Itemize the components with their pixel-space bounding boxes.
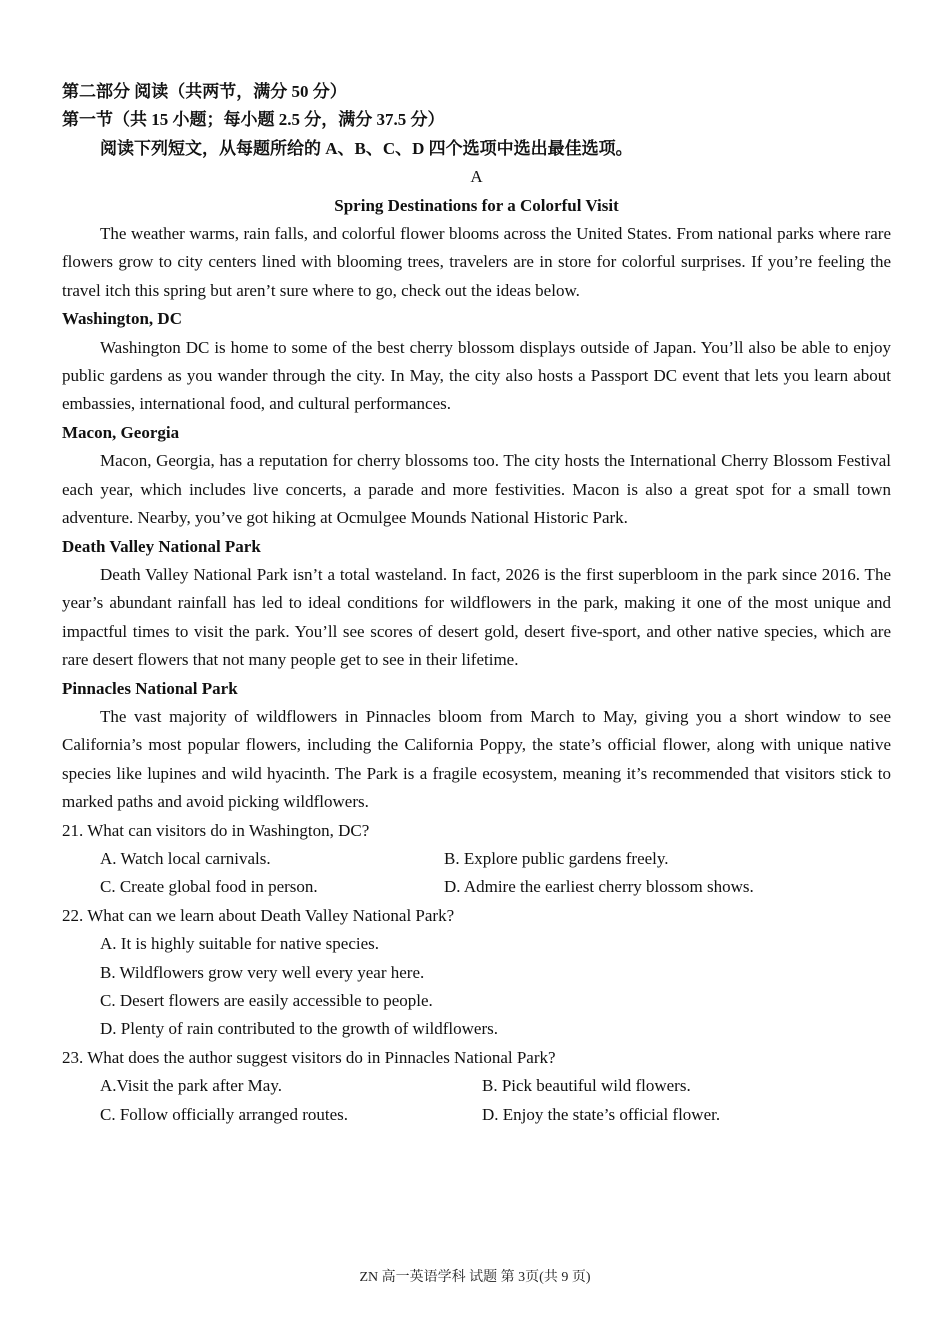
page-footer: ZN 高一英语学科 试题 第 3页(共 9 页): [359, 1270, 591, 1285]
passage-intro: The weather warms, rain falls, and colorful flower blooms across the United States. From national parks where rare flowers grow to city centers lined with blooming trees, travelers are in store for colorful surprises. If you’re feeling the travel itch this spring but aren’t sure where to go, check out the ideas below.: [62, 224, 891, 300]
question-23-option-b[interactable]: B. Pick beautiful wild flowers.: [482, 1076, 691, 1096]
exam-page: [62, 78, 891, 1129]
section-heading-pinnacles: Pinnacles National Park: [62, 678, 238, 698]
question-23-stem: 23. What does the author suggest visitors do in Pinnacles National Park?: [62, 1047, 556, 1067]
section-text-washington: Washington DC is home to some of the best cherry blossom displays outside of Japan. You’ll also be able to enjoy public gardens as you wander through the city. In May, the city also hosts a Passport DC event that lets you learn about embassies, international food, and cultural performances.: [62, 337, 891, 414]
section-text-pinnacles: The vast majority of wildflowers in Pinnacles bloom from March to May, giving you a short window to see California’s most popular flowers, including the California Poppy, the state’s official flower, along with unique native species like lupines and wild hyacinth. The Park is a fragile ecosystem, meaning it’s recommended that visitors stick to marked paths and avoid picking wildflowers.: [62, 706, 891, 812]
section-heading-macon: Macon, Georgia: [62, 422, 180, 442]
question-22-option-c[interactable]: C. Desert flowers are easily accessible to people.: [100, 991, 433, 1010]
question-23-option-a[interactable]: A.Visit the park after May.: [100, 1076, 282, 1096]
question-23-options: [62, 1072, 891, 1129]
question-21-option-a[interactable]: A. Watch local carnivals.: [100, 848, 271, 868]
question-23-option-d[interactable]: D. Enjoy the state’s official flower.: [482, 1104, 721, 1124]
question-22-options: [62, 930, 891, 1044]
section-text-macon: Macon, Georgia, has a reputation for cherry blossoms too. The city hosts the International Cherry Blossom Festival each year, which includes live concerts, a parade and more festivities. Macon is also a great spot for a small town adventure. Nearby, you’ve got hiking at Ocmulgee Mounds National Historic Park.: [62, 451, 891, 528]
question-22-option-a[interactable]: A. It is highly suitable for native species.: [100, 934, 380, 954]
question-21-option-d[interactable]: D. Admire the earliest cherry blossom shows.: [444, 877, 754, 897]
question-23-option-c[interactable]: C. Follow officially arranged routes.: [100, 1104, 349, 1124]
question-22-option-d[interactable]: D. Plenty of rain contributed to the growth of wildflowers.: [100, 1019, 499, 1039]
question-22-option-b[interactable]: B. Wildflowers grow very well every year here.: [100, 962, 425, 982]
passage-title: Spring Destinations for a Colorful Visit: [334, 195, 619, 215]
subsection-title: 第一节（共 15 小题；每小题 2.5 分，满分 37.5 分）: [62, 110, 445, 130]
question-21-stem: 21. What can visitors do in Washington, DC?: [62, 820, 370, 840]
section-heading-washington: Washington, DC: [62, 309, 182, 329]
question-21-option-c[interactable]: C. Create global food in person.: [100, 877, 318, 897]
question-21-option-b[interactable]: B. Explore public gardens freely.: [444, 848, 669, 868]
passage-label: A: [470, 167, 483, 187]
question-21-options: [62, 845, 891, 902]
question-22-stem: 22. What can we learn about Death Valley National Park?: [62, 905, 455, 925]
part-title: 第二部分 阅读（共两节，满分 50 分）: [62, 82, 347, 101]
section-heading-death-valley: Death Valley National Park: [62, 536, 261, 556]
section-text-death-valley: Death Valley National Park isn’t a total wasteland. In fact, 2026 is the first superbloom in the park since 2016. The year’s abundant rainfall has led to ideal conditions for wildflowers in the park, making it one of the most unique and impactful times to visit the park. You’ll see scores of desert gold, desert five-sport, and other native species, which are rare desert flowers that not many people get to see in their lifetime.: [62, 564, 891, 670]
instructions: 阅读下列短文，从每题所给的 A、B、C、D 四个选项中选出最佳选项。: [100, 138, 633, 158]
